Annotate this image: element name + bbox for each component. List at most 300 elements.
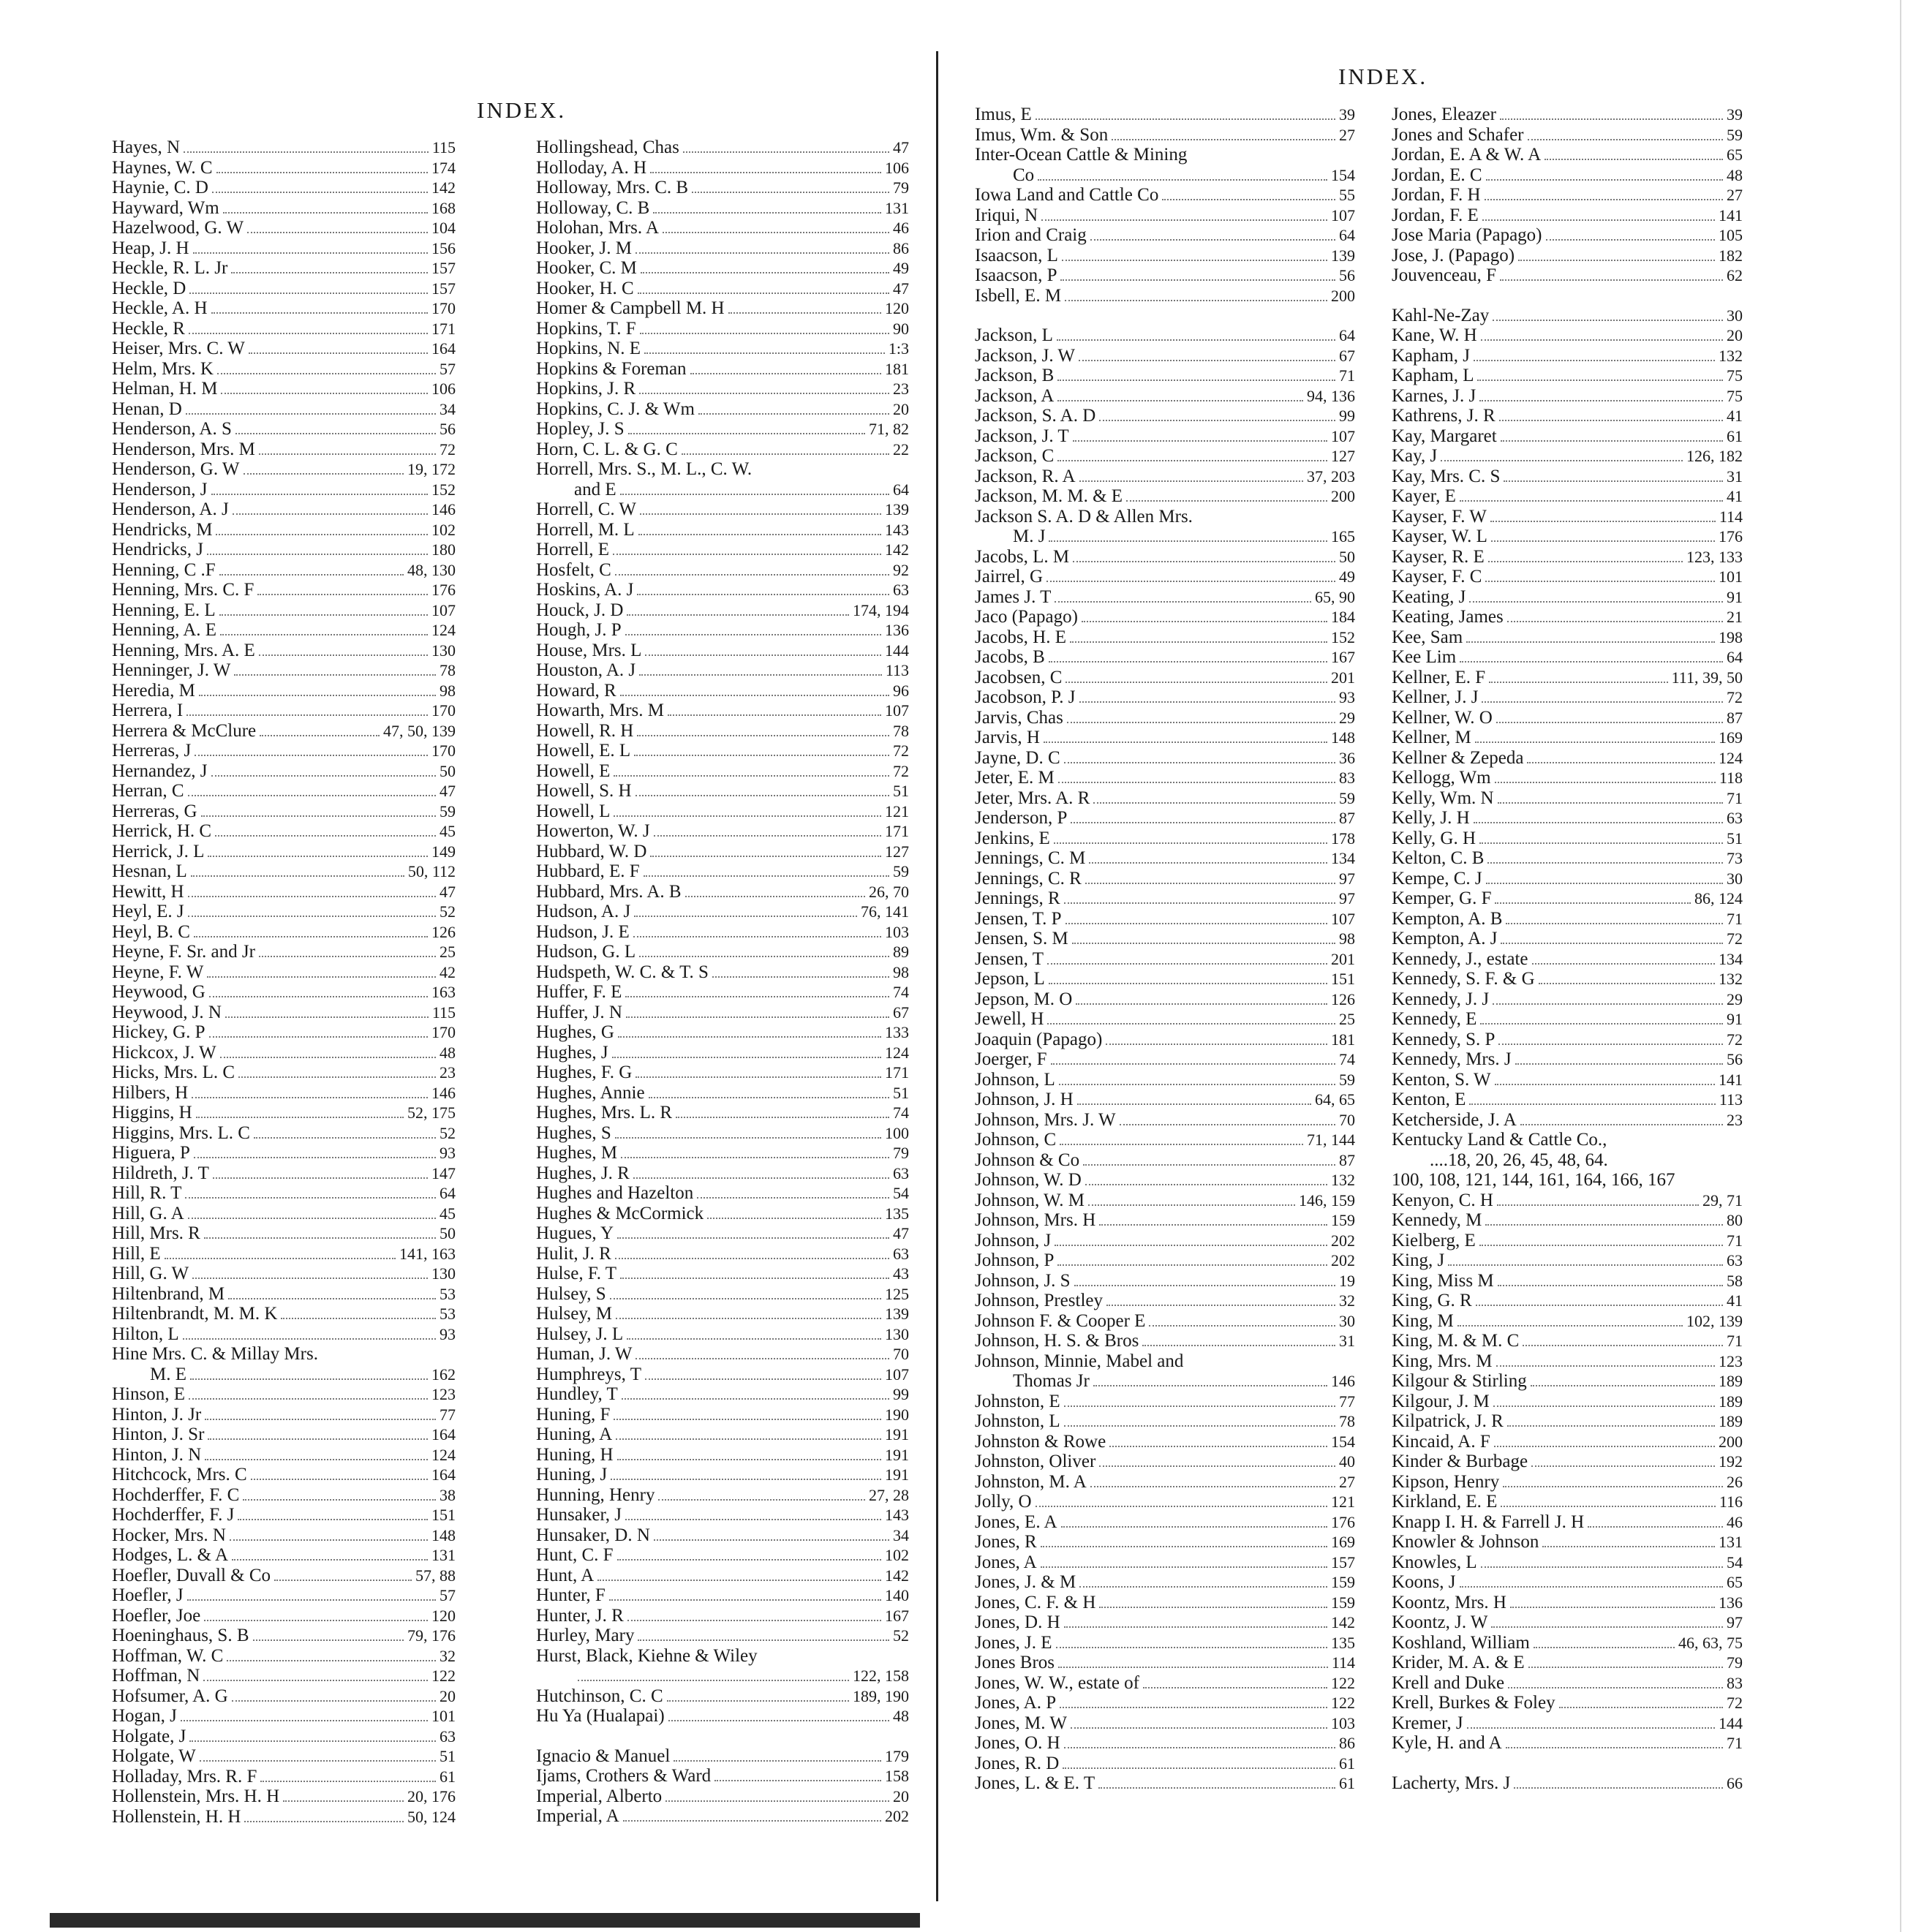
- entry-name: Kennedy, S. F. & G: [1392, 969, 1535, 989]
- dot-leader: [1441, 460, 1683, 461]
- index-entry: [112, 1183, 456, 1204]
- dot-leader: [1485, 581, 1715, 582]
- dot-leader: [219, 574, 404, 576]
- index-entry: [112, 1405, 456, 1425]
- entry-pages: 74: [893, 983, 909, 1001]
- entry-name: Henninger, J. W: [112, 660, 231, 680]
- index-entry: [536, 942, 909, 962]
- dot-leader: [611, 1479, 881, 1480]
- index-entry: [112, 741, 456, 761]
- entry-pages: 132: [1331, 1171, 1355, 1189]
- entry-pages: 124: [431, 621, 456, 639]
- entry-name: Herrera & McClure: [112, 720, 257, 741]
- entry-name: Jackson, B: [975, 366, 1055, 385]
- index-entry: [975, 587, 1355, 608]
- entry-name: Hill, Mrs. R: [112, 1223, 200, 1243]
- entry-name: Kinder & Burbage: [1392, 1452, 1528, 1471]
- index-entry: [975, 1009, 1355, 1030]
- entry-pages: 158: [885, 1767, 909, 1785]
- index-entry: [536, 580, 909, 600]
- entry-name: 100, 108, 121, 144, 161, 164, 166, 167: [1392, 1170, 1675, 1190]
- dot-leader: [707, 1218, 881, 1219]
- index-entry: [975, 909, 1355, 929]
- entry-pages: 62: [1727, 266, 1743, 284]
- entry-pages: 107: [885, 1365, 909, 1384]
- entry-pages: 63: [893, 1163, 909, 1182]
- entry-pages: 59: [893, 862, 909, 880]
- index-entry: [1392, 1693, 1743, 1713]
- dot-leader: [1076, 1003, 1327, 1005]
- index-entry: [112, 198, 456, 219]
- entry-pages: 189: [1719, 1392, 1743, 1411]
- entry-pages: 141: [1719, 205, 1743, 224]
- index-entry: [1392, 1713, 1743, 1734]
- dot-leader: [238, 1076, 436, 1078]
- entry-name: Hill, R. T: [112, 1183, 182, 1203]
- index-entry: [112, 1485, 456, 1506]
- index-entry: [536, 379, 909, 399]
- dot-leader: [1506, 923, 1723, 924]
- dot-leader: [259, 956, 436, 957]
- entry-name: Hochderffer, F. C: [112, 1484, 240, 1505]
- index-entry: [536, 1365, 909, 1385]
- index-entry: [112, 379, 456, 399]
- dot-leader: [1058, 1667, 1328, 1668]
- dot-leader: [1093, 802, 1335, 804]
- entry-name: Kane, W. H: [1392, 325, 1477, 345]
- dot-leader: [1061, 1526, 1328, 1528]
- entry-name: Heyne, F. Sr. and Jr: [112, 942, 255, 962]
- entry-pages: 143: [885, 1506, 909, 1524]
- dot-leader: [203, 1680, 428, 1681]
- index-entry: [536, 238, 909, 259]
- dot-leader: [728, 312, 881, 314]
- entry-pages: 71: [1727, 1231, 1743, 1250]
- index-entry: [112, 1666, 456, 1686]
- dot-leader: [186, 714, 428, 716]
- entry-name: Jones, W. W., estate of: [975, 1672, 1139, 1693]
- entry-name: Hendricks, M: [112, 519, 213, 540]
- entry-pages: 54: [893, 1184, 909, 1202]
- dot-leader: [1089, 862, 1327, 864]
- index-entry: [536, 1244, 909, 1264]
- index-entry: [975, 1150, 1355, 1171]
- index-entry: [975, 627, 1355, 648]
- index-entry: [112, 721, 456, 742]
- entry-pages: 47: [893, 1224, 909, 1242]
- index-entry: [536, 1103, 909, 1123]
- entry-name: Jones, E. A: [975, 1512, 1057, 1532]
- index-entry: [975, 1492, 1355, 1512]
- entry-pages: 66: [1727, 1773, 1743, 1792]
- dot-leader: [1546, 239, 1716, 241]
- index-entry: [536, 962, 909, 983]
- entry-name: Johnson & Co: [975, 1150, 1080, 1170]
- entry-pages: 134: [1719, 949, 1743, 968]
- dot-leader: [1503, 1486, 1723, 1487]
- dot-leader: [219, 614, 428, 616]
- index-entry: [536, 1445, 909, 1465]
- entry-pages: 180: [431, 540, 456, 559]
- entry-pages: 83: [1727, 1673, 1743, 1692]
- entry-name: Henning, Mrs. C. F: [112, 580, 254, 600]
- dot-leader: [1476, 1305, 1723, 1306]
- dot-leader: [663, 232, 889, 233]
- entry-pages: 52: [440, 902, 456, 921]
- entry-name: Hooker, C. M: [536, 258, 637, 278]
- entry-pages: 27: [1339, 1472, 1355, 1491]
- index-entry: [112, 1807, 456, 1827]
- index-entry: [1392, 1170, 1743, 1190]
- entry-name: Hazelwood, G. W: [112, 218, 244, 238]
- entry-pages: 20, 176: [407, 1787, 456, 1805]
- index-entry: [1392, 909, 1743, 929]
- index-entry: [975, 969, 1355, 989]
- index-entry: [1392, 1190, 1743, 1211]
- dot-leader: [1489, 682, 1667, 683]
- dot-leader: [191, 875, 404, 877]
- entry-name: Heywood, G: [112, 982, 205, 1002]
- entry-name: Hunsaker, D. N: [536, 1525, 650, 1545]
- dot-leader: [1515, 1063, 1723, 1065]
- dot-leader: [712, 976, 889, 978]
- dot-leader: [1047, 963, 1327, 965]
- entry-name: Hudson, A. J: [536, 902, 631, 921]
- dot-leader: [1071, 822, 1335, 823]
- index-entry: [975, 286, 1355, 306]
- dot-leader: [244, 1821, 404, 1822]
- entry-name: Johnson, J: [975, 1230, 1052, 1250]
- entry-name: Herreras, J: [112, 741, 192, 761]
- dot-leader: [1501, 943, 1723, 944]
- index-entry: [536, 279, 909, 299]
- entry-name: Hoefler, Duvall & Co: [112, 1565, 271, 1585]
- entry-pages: 22: [893, 439, 909, 459]
- entry-name: Jewell, H: [975, 1009, 1044, 1029]
- index-entry: [112, 801, 456, 822]
- entry-pages: 48: [893, 1707, 909, 1725]
- entry-name: Irion and Craig: [975, 225, 1087, 245]
- entry-name: Kelly, Wm. N: [1392, 788, 1494, 808]
- dot-leader: [635, 795, 889, 796]
- entry-name: Hunt, C. F: [536, 1545, 614, 1565]
- entry-name: Kilgour & Stirling: [1392, 1371, 1527, 1391]
- entry-pages: 48, 130: [407, 560, 456, 579]
- entry-pages: 71, 82: [869, 420, 909, 438]
- entry-pages: 126: [431, 922, 456, 941]
- entry-name: Jones, R: [975, 1532, 1037, 1552]
- entry-name: Howarth, Mrs. M: [536, 701, 664, 720]
- dot-leader: [1046, 581, 1335, 582]
- dot-leader: [676, 1117, 889, 1118]
- index-entry: [536, 560, 909, 581]
- entry-name: Kayser, W. L: [1392, 527, 1487, 546]
- entry-name: Humphreys, T: [536, 1364, 641, 1384]
- entry-pages: 26: [1727, 1472, 1743, 1491]
- entry-pages: 55: [1339, 186, 1355, 204]
- entry-name: Hinton, J. Jr: [112, 1404, 202, 1425]
- entry-pages: 169: [1719, 728, 1743, 747]
- index-entry: [112, 560, 456, 581]
- entry-pages: 64: [1339, 226, 1355, 244]
- index-entry: [1392, 426, 1743, 447]
- dot-leader: [668, 1720, 889, 1721]
- entry-pages: 50: [1339, 547, 1355, 566]
- dot-leader: [194, 936, 428, 937]
- entry-pages: 111, 39, 50: [1671, 668, 1743, 687]
- index-entry: [975, 265, 1355, 286]
- entry-pages: 143: [885, 520, 909, 539]
- entry-name: King, J: [1392, 1250, 1445, 1270]
- entry-name: Johnson, H. S. & Bros: [975, 1331, 1139, 1351]
- dot-leader: [1506, 1747, 1723, 1748]
- entry-pages: 167: [1331, 648, 1355, 666]
- dot-leader: [690, 373, 881, 374]
- entry-pages: 142: [885, 540, 909, 559]
- entry-name: Hocker, Mrs. N: [112, 1525, 226, 1545]
- entry-name: Hollingshead, Chas: [536, 137, 679, 157]
- entry-pages: 19, 172: [407, 460, 456, 478]
- entry-name: Hiltenbrandt, M. M. K: [112, 1304, 278, 1324]
- index-entry: [975, 125, 1355, 146]
- dot-leader: [281, 1318, 436, 1319]
- dot-leader: [1083, 1164, 1335, 1166]
- dot-leader: [1488, 561, 1683, 562]
- entry-name: Herran, C: [112, 781, 184, 801]
- entry-name: Johnston & Rowe: [975, 1431, 1106, 1452]
- entry-pages: 78: [440, 661, 456, 679]
- entry-pages: 126: [1331, 989, 1355, 1008]
- entry-pages: 181: [1331, 1030, 1355, 1049]
- entry-name: Hine Mrs. C. & Millay Mrs.: [112, 1344, 318, 1364]
- entry-name: Jones Bros: [975, 1653, 1055, 1672]
- entry-name: Hughes, S: [536, 1122, 611, 1143]
- entry-pages: 131: [431, 1546, 456, 1564]
- entry-name: Haynes, W. C: [112, 157, 213, 178]
- index-entry: [1392, 627, 1743, 648]
- entry-name: Keating, James: [1392, 607, 1504, 627]
- entry-pages: 168: [431, 198, 456, 217]
- entry-name: Hopkins & Foreman: [536, 358, 687, 379]
- entry-pages: 98: [1339, 929, 1355, 948]
- index-entry: [112, 1324, 456, 1345]
- index-entry: [112, 218, 456, 238]
- dot-leader: [640, 333, 889, 334]
- entry-pages: 131: [885, 198, 909, 217]
- entry-pages: 130: [431, 1264, 456, 1283]
- entry-pages: 21: [1727, 608, 1743, 626]
- entry-pages: 133: [885, 1023, 909, 1041]
- entry-name: Jackson, L: [975, 325, 1053, 345]
- index-entry: [975, 768, 1355, 788]
- dot-leader: [1495, 782, 1716, 783]
- entry-pages: 26, 70: [869, 882, 909, 901]
- index-entry: [536, 1425, 909, 1445]
- index-entry: [1392, 346, 1743, 366]
- entry-name: Johnston, Oliver: [975, 1452, 1096, 1471]
- index-entry: [112, 339, 456, 359]
- entry-pages: 115: [431, 1003, 456, 1022]
- index-entry: [112, 660, 456, 681]
- entry-pages: 176: [1719, 527, 1743, 546]
- index-entry: [1392, 1250, 1743, 1271]
- dot-leader: [217, 373, 436, 374]
- entry-pages: 57: [440, 1586, 456, 1604]
- dot-leader: [1041, 1566, 1327, 1568]
- entry-name: Hernandez, J: [112, 761, 208, 781]
- entry-name: Ijams, Crothers & Ward: [536, 1766, 712, 1786]
- entry-name: Hopkins, N. E: [536, 339, 641, 358]
- index-entry: [112, 1585, 456, 1606]
- entry-name: Huffer, J. N: [536, 1002, 622, 1022]
- entry-name: Kemper, G. F: [1392, 888, 1492, 908]
- dot-leader: [233, 513, 428, 515]
- index-entry: [536, 781, 909, 801]
- entry-name: Hill, G. W: [112, 1264, 189, 1283]
- entry-name: Karnes, J. J: [1392, 385, 1476, 406]
- index-entry: [975, 246, 1355, 266]
- index-entry: [536, 641, 909, 661]
- entry-name: Holloday, A. H: [536, 157, 647, 178]
- entry-pages: 127: [1331, 447, 1355, 465]
- index-entry: [536, 620, 909, 641]
- dot-leader: [626, 1016, 889, 1018]
- entry-pages: 63: [440, 1727, 456, 1746]
- entry-pages: 142: [431, 178, 456, 197]
- index-entry: [1392, 829, 1743, 849]
- dot-leader: [1109, 1446, 1327, 1447]
- index-entry: [1392, 567, 1743, 587]
- index-entry: [536, 1545, 909, 1566]
- entry-name: Howard, R: [536, 680, 616, 701]
- index-entry: [1392, 1371, 1743, 1392]
- entry-name: Kenyon, C. H: [1392, 1190, 1493, 1210]
- index-entry: [112, 298, 456, 319]
- index-entry: [975, 788, 1355, 809]
- index-entry: [1392, 949, 1743, 970]
- entry-name: Hoffman, N: [112, 1666, 200, 1686]
- index-entry: [975, 1130, 1355, 1150]
- entry-pages: 90: [893, 319, 909, 338]
- entry-name: Johnson, Minnie, Mabel and: [975, 1351, 1184, 1371]
- entry-pages: 171: [885, 822, 909, 840]
- entry-pages: 51: [440, 1747, 456, 1765]
- entry-pages: 37, 203: [1307, 467, 1355, 486]
- index-entry: [536, 419, 909, 439]
- index-entry: [1392, 587, 1743, 608]
- entry-pages: 23: [1727, 1110, 1743, 1129]
- entry-pages: 57, 88: [415, 1566, 456, 1585]
- dot-leader: [1057, 380, 1335, 381]
- entry-name: Kee Lim: [1392, 647, 1457, 667]
- dot-leader: [212, 192, 428, 193]
- entry-pages: 171: [885, 1063, 909, 1082]
- index-entry: [112, 399, 456, 420]
- index-entry: [112, 1767, 456, 1787]
- entry-pages: 98: [440, 681, 456, 700]
- index-entry: [536, 1143, 909, 1163]
- dot-leader: [674, 1760, 881, 1762]
- entry-name: Hough, J. P: [536, 620, 622, 640]
- entry-pages: 124: [885, 1043, 909, 1062]
- entry-pages: 45: [440, 822, 456, 840]
- entry-name: Koontz, J. W: [1392, 1612, 1488, 1632]
- index-entry: [536, 982, 909, 1003]
- dot-leader: [1063, 1767, 1335, 1769]
- dot-leader: [216, 534, 428, 535]
- index-entry: [112, 1103, 456, 1123]
- index-entry: [975, 1371, 1355, 1392]
- index-entry: [1392, 728, 1743, 748]
- index-entry: [536, 298, 909, 319]
- index-entry: [975, 386, 1355, 407]
- entry-name: Hofsumer, A. G: [112, 1686, 228, 1706]
- index-entry: [536, 1063, 909, 1083]
- dot-leader: [615, 1137, 881, 1139]
- index-entry: [112, 158, 456, 178]
- entry-pages: 102, 139: [1686, 1311, 1743, 1330]
- dot-leader: [188, 1218, 436, 1219]
- entry-pages: 99: [893, 1385, 909, 1403]
- index-entry: [1392, 1612, 1743, 1633]
- index-entry: [975, 185, 1355, 205]
- dot-leader: [612, 1057, 881, 1058]
- entry-name: Jouvenceau, F: [1392, 265, 1497, 285]
- entry-pages: 91: [1727, 1010, 1743, 1028]
- dot-leader: [1588, 1526, 1723, 1528]
- entry-name: Hosfelt, C: [536, 559, 611, 580]
- index-entry: [975, 708, 1355, 728]
- entry-name: Hughes & McCormick: [536, 1203, 704, 1223]
- entry-pages: 107: [885, 701, 909, 720]
- entry-pages: 170: [431, 742, 456, 760]
- index-entry: [536, 1626, 909, 1646]
- index-entry: [1392, 808, 1743, 829]
- entry-name: Hunsaker, J: [536, 1505, 622, 1525]
- index-entry: [1392, 607, 1743, 627]
- dot-leader: [208, 856, 428, 857]
- entry-name: Jenderson, P: [975, 808, 1068, 828]
- entry-name: Hunt, A: [536, 1565, 595, 1585]
- entry-name: Joerger, F: [975, 1049, 1047, 1069]
- dot-leader: [1501, 1506, 1715, 1507]
- entry-pages: 72: [1727, 1694, 1743, 1712]
- entry-pages: 189, 190: [853, 1686, 909, 1705]
- dot-leader: [635, 1358, 889, 1359]
- index-entry: [1392, 888, 1743, 909]
- dot-leader: [644, 875, 889, 877]
- index-entry: [1392, 768, 1743, 788]
- entry-pages: 61: [1727, 426, 1743, 445]
- index-entry: [975, 165, 1355, 186]
- index-entry: [536, 1324, 909, 1345]
- index-entry: [112, 1786, 456, 1807]
- index-entry: [112, 781, 456, 801]
- entry-pages: 87: [1339, 809, 1355, 827]
- entry-name: Johnson, Mrs. H: [975, 1210, 1096, 1230]
- entry-name: Kayser, R. E: [1392, 546, 1485, 567]
- entry-pages: 148: [1331, 728, 1355, 747]
- entry-pages: 20: [1727, 326, 1743, 344]
- entry-pages: 192: [1719, 1452, 1743, 1471]
- index-entry: [112, 1746, 456, 1767]
- index-entry: [112, 821, 456, 842]
- entry-pages: 59: [1339, 788, 1355, 807]
- dot-leader: [181, 1720, 428, 1721]
- index-entry: [112, 1284, 456, 1305]
- dot-leader: [227, 1660, 436, 1661]
- index-entry: [536, 1083, 909, 1103]
